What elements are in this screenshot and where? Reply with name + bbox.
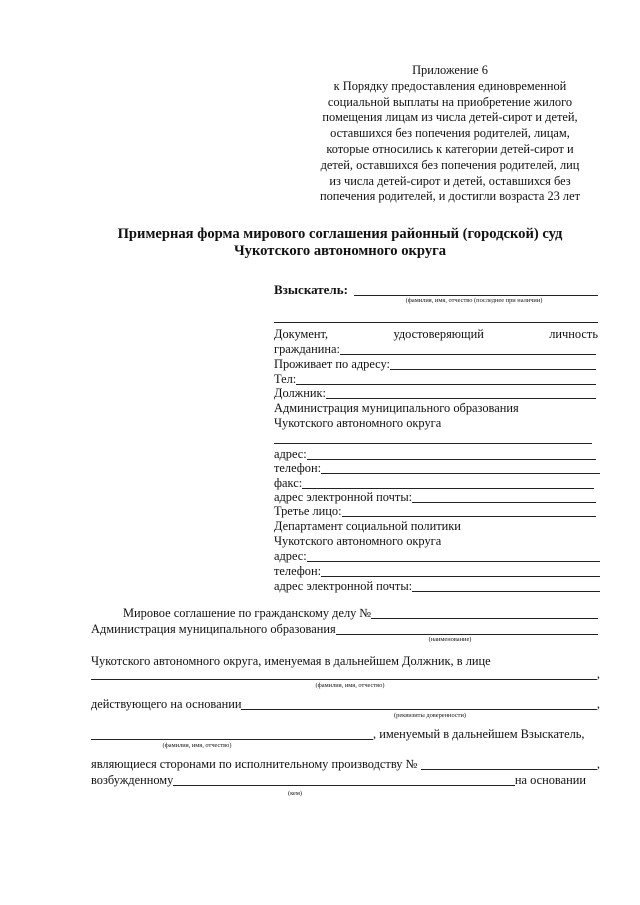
third-party-address-row xyxy=(274,549,600,564)
third-party-address-label: адрес: xyxy=(274,549,307,563)
named-claimant-text: , именуемый в дальнейшем Взыскатель, xyxy=(373,727,585,741)
admin-row xyxy=(91,622,598,637)
third-party-email-row xyxy=(274,579,600,594)
doc-row-2 xyxy=(274,342,596,357)
address-row xyxy=(274,357,596,372)
debtor-name-2: Чукотского автономного округа xyxy=(274,416,442,430)
initiated-line[interactable] xyxy=(173,773,515,786)
address-line[interactable] xyxy=(390,357,596,370)
third-party-phone-label: телефон: xyxy=(274,564,322,578)
phone-row xyxy=(274,372,596,387)
debtor-phone-label: телефон: xyxy=(274,461,322,475)
claimant-hint: (фамилия, имя, отчество (последнее при наличии) xyxy=(405,297,543,304)
debtor-address-line[interactable] xyxy=(307,447,596,460)
fio-line[interactable] xyxy=(91,667,597,680)
claimant-label: Взыскатель: xyxy=(274,282,348,297)
claimant-named-row xyxy=(91,727,600,742)
phone-line[interactable] xyxy=(296,372,596,385)
third-party-phone-row xyxy=(274,564,600,579)
address-label: Проживает по адресу: xyxy=(274,357,390,371)
doc-word-1: Документ, xyxy=(274,327,329,341)
third-party-name-2: Чукотского автономного округа xyxy=(274,534,442,548)
annex-line: Приложение 6 xyxy=(412,63,488,77)
third-party-phone-line[interactable] xyxy=(321,564,600,577)
hint-fio-2: (фамилия, имя, отчество) xyxy=(162,742,232,749)
debtor-phone-line[interactable] xyxy=(321,461,600,474)
claimant-row xyxy=(274,282,598,298)
third-party-row xyxy=(274,504,596,519)
acting-row xyxy=(91,697,600,712)
title-line-1: Примерная форма мирового соглашения районный (городской) суд xyxy=(117,226,563,242)
case-row xyxy=(123,606,598,621)
third-party-label: Третье лицо: xyxy=(274,504,342,518)
third-party-email-label: адрес электронной почты: xyxy=(274,579,413,593)
third-party-line[interactable] xyxy=(342,504,596,517)
debtor-email-line[interactable] xyxy=(412,490,596,503)
debtor-address-row xyxy=(274,447,596,462)
fio-comma: , xyxy=(596,667,600,681)
debtor-line[interactable] xyxy=(326,386,596,399)
hint-name: (наименование) xyxy=(428,636,472,643)
title-line-2: Чукотского автономного округа xyxy=(233,243,447,259)
case-number-line[interactable] xyxy=(371,606,598,619)
admin-text: Администрация муниципального образования xyxy=(91,622,336,636)
phone-label: Тел: xyxy=(274,372,297,386)
third-party-email-line[interactable] xyxy=(412,579,600,592)
on-basis-text: на основании xyxy=(514,773,586,787)
debtor-name-1: Администрация муниципального образования xyxy=(274,401,519,415)
annex-line: оставшихся без попечения родителей, лицам, xyxy=(330,126,570,141)
chukotka-text: Чукотского автономного округа, именуемая в дальнейшем Должник, в лице xyxy=(91,654,491,668)
claimant-extra-line[interactable] xyxy=(274,322,598,323)
annex-line: попечения родителей, и достигли возраста 23 лет xyxy=(319,189,581,204)
annex-header xyxy=(318,63,582,205)
debtor-extra-line[interactable] xyxy=(274,443,592,444)
annex-line: к Порядку предоставления единовременной xyxy=(333,78,567,93)
doc-row xyxy=(274,327,598,342)
third-party-name-1: Департамент социальной политики xyxy=(274,519,461,533)
debtor-fax-label: факс: xyxy=(274,476,303,490)
claimant-fio-line[interactable] xyxy=(91,727,373,740)
case-text: Мировое соглашение по гражданскому делу № xyxy=(123,606,372,620)
debtor-fax-row xyxy=(274,476,594,491)
doc-line[interactable] xyxy=(340,342,596,355)
annex-line: помещения лицам из числа детей-сирот и детей, xyxy=(322,110,578,125)
annex-line: социальной выплаты на приобретение жилого xyxy=(327,94,573,109)
annex-line: которые относились к категории детей-сирот и xyxy=(326,141,574,156)
enforcement-number-line[interactable] xyxy=(421,757,597,770)
doc-word-3: личность xyxy=(549,327,598,341)
parties-row xyxy=(91,757,600,772)
parties-comma: , xyxy=(596,757,600,771)
doc-label: гражданина: xyxy=(274,342,340,356)
acting-comma: , xyxy=(596,697,600,711)
acting-text: действующего на основании xyxy=(91,697,242,711)
debtor-phone-row xyxy=(274,461,600,476)
doc-word-2: удостоверяющий xyxy=(393,327,484,341)
hint-by-whom: (кем) xyxy=(287,790,303,797)
proxy-line[interactable] xyxy=(241,697,596,710)
initiated-row xyxy=(91,773,586,788)
initiated-text: возбужденному xyxy=(91,773,174,787)
admin-name-line[interactable] xyxy=(336,622,598,635)
debtor-fax-line[interactable] xyxy=(302,476,594,489)
fio-row xyxy=(91,667,600,682)
debtor-address-label: адрес: xyxy=(274,447,307,461)
debtor-email-label: адрес электронной почты: xyxy=(274,490,413,504)
annex-line: из числа детей-сирот и детей, оставшихся без xyxy=(329,173,571,188)
claimant-name-line[interactable] xyxy=(354,283,598,296)
hint-fio: (фамилия, имя, отчество) xyxy=(315,682,385,689)
debtor-email-row xyxy=(274,490,596,505)
third-party-address-line[interactable] xyxy=(307,549,600,562)
debtor-row xyxy=(274,386,596,401)
hint-proxy: (реквизиты доверенности) xyxy=(394,712,466,719)
being-parties-text: являющиеся сторонами по исполнительному производству № xyxy=(91,757,418,771)
document-title xyxy=(60,226,620,260)
debtor-label: Должник: xyxy=(274,386,326,400)
annex-line: детей, оставшихся без попечения родителей, лиц xyxy=(320,157,580,172)
